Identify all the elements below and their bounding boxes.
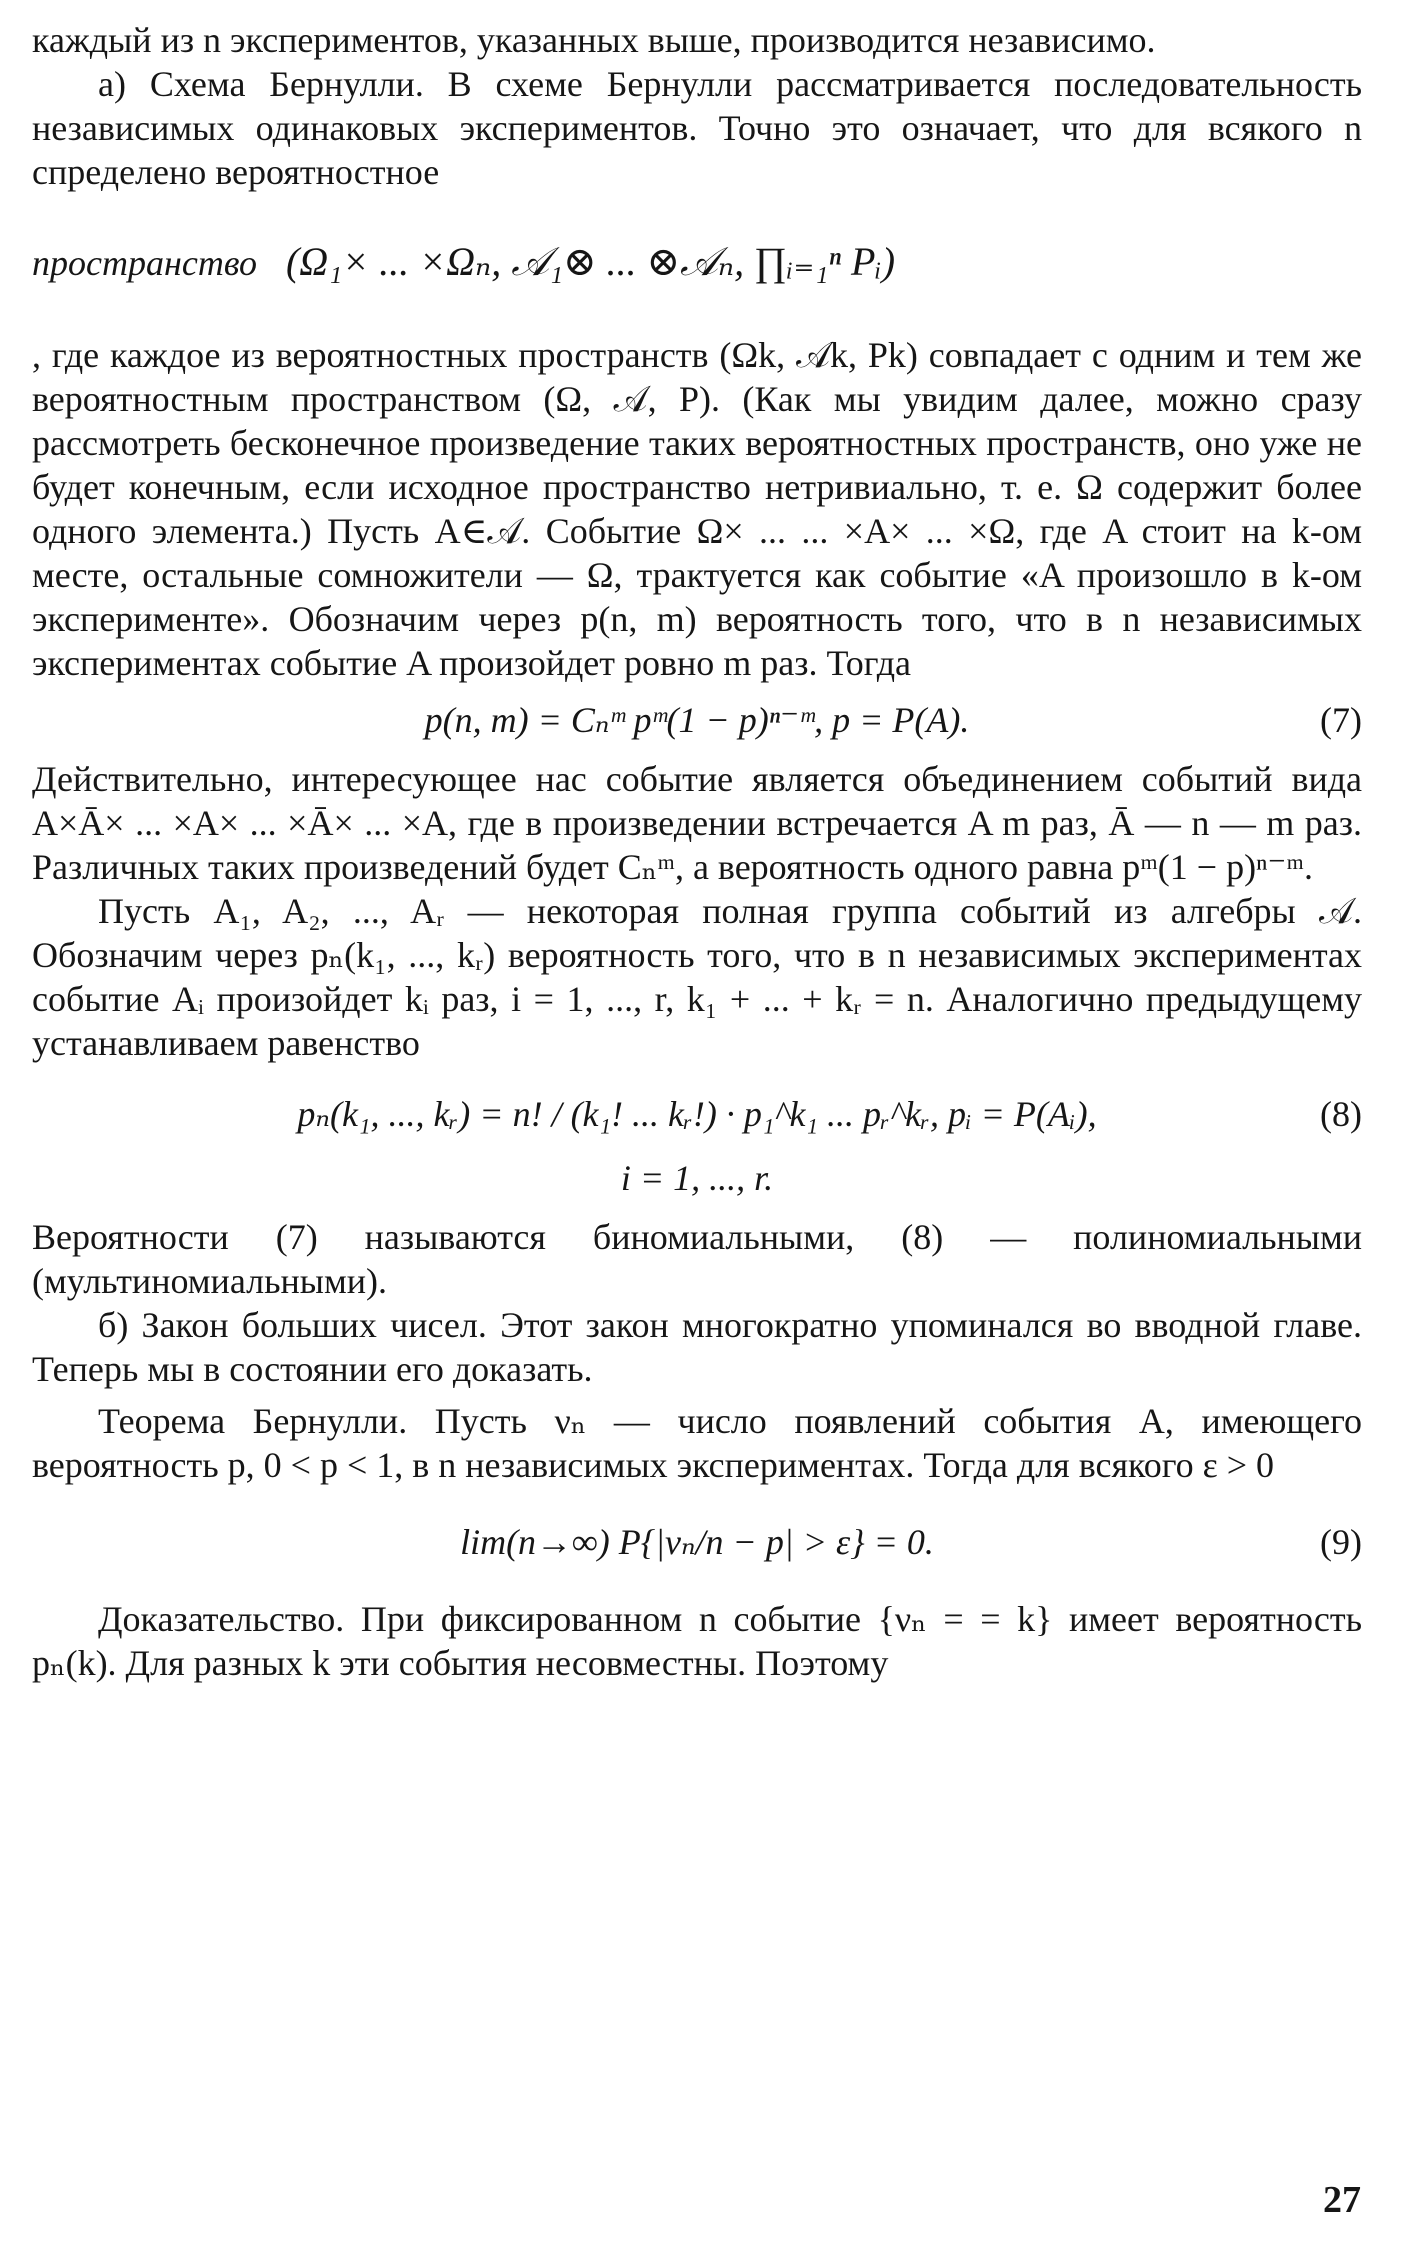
formula-8-expr: pₙ(k₁, ..., kᵣ) = n! / (k₁! ... kᵣ!) · p₁^k₁ ... pᵣ^kᵣ, pᵢ = P(Aᵢ), bbox=[297, 1094, 1097, 1134]
formula-9 bbox=[32, 1515, 1362, 1569]
formula-7-number: (7) bbox=[1320, 700, 1362, 740]
formula-8 bbox=[32, 1087, 1362, 1141]
paragraph-binomial: Вероятности (7) называются биномиальными, (8) — полиномиальными (мультиномиальными). bbox=[32, 1217, 1362, 1301]
formula-8-number: (8) bbox=[1320, 1094, 1362, 1134]
formula-9-number: (9) bbox=[1320, 1522, 1362, 1562]
formula-8-range-text: i = 1, ..., r. bbox=[620, 1158, 774, 1198]
page-number: 27 bbox=[1323, 2179, 1361, 2221]
paragraph-indeed: Действительно, интересующее нас событие является объединением событий вида A×Ā× ... ×A× ... ×Ā× ... ×A, где в произведении встречается A m раз, Ā — n — m раз. Различных таких произведений будет Cₙᵐ, а вероятность одного равна pᵐ(1 − p)ⁿ⁻ᵐ. bbox=[32, 759, 1362, 887]
formula-9-expr: lim(n→∞) P{|νₙ/n − p| > ε} = 0. bbox=[460, 1522, 934, 1562]
paragraph-proof: Доказательство. При фиксированном n событие {νₙ = = k} имеет вероятность pₙ(k). Для разных k эти события несовместны. Поэтому bbox=[32, 1599, 1362, 1683]
paragraph-theorem-bernoulli: Теорема Бернулли. Пусть νₙ — число появлений события A, имеющего вероятность p, 0 < p < 1, в n независимых экспериментах. Тогда для всякого ε > 0 bbox=[32, 1401, 1362, 1485]
paragraph-space-description: , где каждое из вероятностных пространств (Ωk, 𝒜k, Pk) совпадает с одним и тем же вероятностным пространством (Ω, 𝒜, P). (Как мы увидим далее, можно сразу рассмотреть бесконечное произведение таких вероятностных пространств, оно уже не будет конечным, если исходное пространство нетривиально, т. е. Ω содержит более одного элемента.) Пусть A∈𝒜. Событие Ω× ... ... ×A× ... ×Ω, где A стоит на k-ом месте, остальные сомножители — Ω, трактуется как событие «A произошло в k-ом эксперименте». Обозначим через p(n, m) вероятность того, что в n независимых экспериментах событие A произойдет ровно m раз. Тогда bbox=[32, 335, 1362, 683]
paragraph-continuation: каждый из n экспериментов, указанных выше, производится независимо. bbox=[32, 20, 1156, 60]
paragraph-law-large-numbers: б) Закон больших чисел. Этот закон многократно упоминался во вводной главе. Теперь мы в состоянии его доказать. bbox=[32, 1305, 1362, 1389]
formula-space-line bbox=[32, 202, 1362, 323]
paragraph-bernoulli-scheme: а) Схема Бернулли. В схеме Бернулли рассматривается последовательность независимых одинаковых экспериментов. Точно это означает, что для всякого n спределено вероятностное bbox=[32, 64, 1362, 192]
space-label: пространство bbox=[32, 243, 257, 283]
paragraph-complete-group: Пусть A₁, A₂, ..., Aᵣ — некоторая полная группа событий из алгебры 𝒜. Обозначим через pₙ(k₁, ..., kᵣ) вероятность того, что в n независимых экспериментах событие Aᵢ произойдет kᵢ раз, i = 1, ..., r, k₁ + ... + kᵣ = n. Аналогично предыдущему устанавливаем равенство bbox=[32, 891, 1362, 1063]
formula-7 bbox=[32, 693, 1362, 747]
formula-7-expr: p(n, m) = Cₙᵐ pᵐ(1 − p)ⁿ⁻ᵐ, p = P(A). bbox=[424, 700, 970, 740]
formula-8-range bbox=[32, 1151, 1362, 1205]
page-body bbox=[32, 18, 1362, 1685]
formula-product-space: (Ω₁× ... ×Ωₙ, 𝒜₁⊗ ... ⊗𝒜ₙ, ∏ᵢ₌₁ⁿ Pᵢ) bbox=[285, 239, 896, 284]
